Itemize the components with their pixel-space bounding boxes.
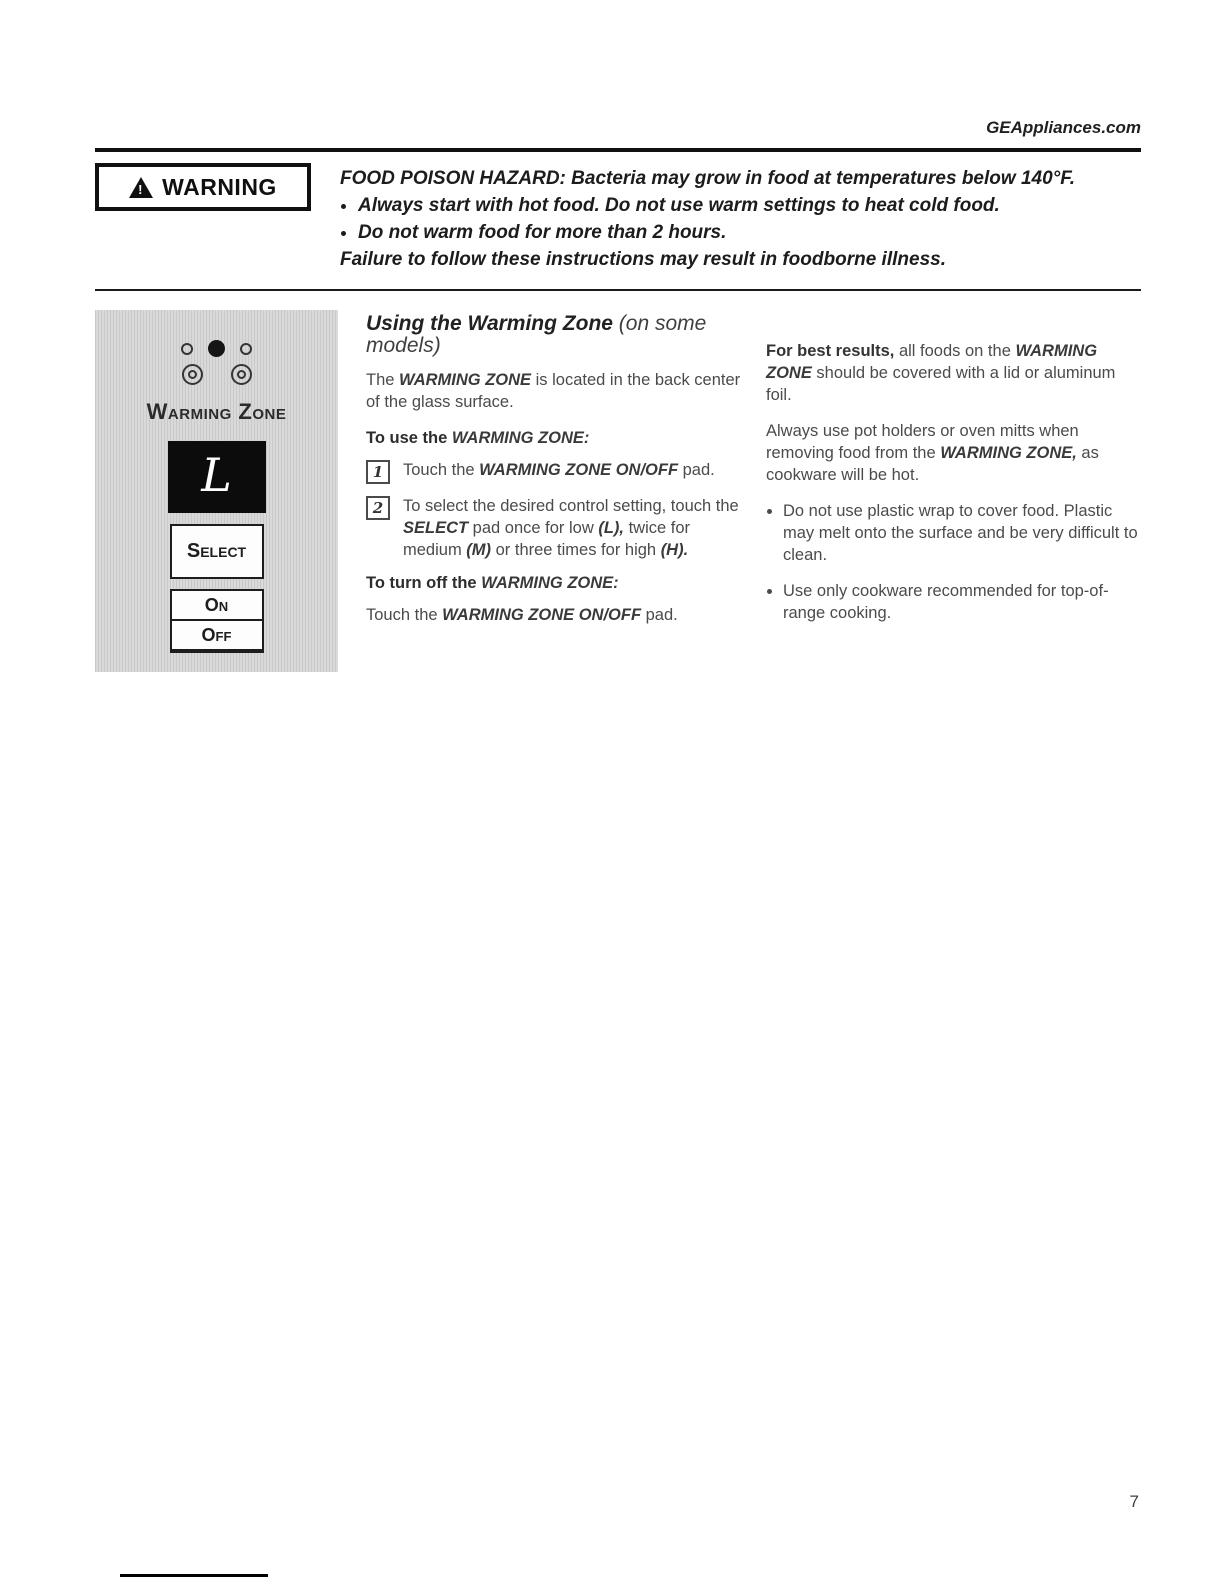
- warning-bullet-1: • Always start with hot food. Do not use warm settings to heat cold food.: [358, 192, 1155, 219]
- text-segment: Touch the: [403, 461, 480, 479]
- warning-exclamation: !: [138, 181, 143, 197]
- tips-paragraph-2: [766, 420, 1144, 486]
- warning-box: [95, 163, 311, 211]
- warming-zone-panel-illustration: [95, 310, 338, 672]
- text-segment: Always use pot holders or oven mitts when removing food from the: [766, 422, 1079, 462]
- site-url: GEAppliances.com: [986, 118, 1141, 137]
- off-label: Off: [201, 624, 232, 645]
- warning-line-2: Failure to follow these instructions may result in foodborne illness.: [340, 249, 946, 270]
- text-segment: For best results,: [766, 342, 895, 360]
- text-segment: pad once for low: [468, 519, 599, 537]
- section-title: [366, 313, 750, 357]
- text-segment: (H).: [660, 541, 689, 559]
- intro-paragraph: [366, 369, 750, 413]
- text-segment: as cookware will be hot.: [766, 444, 1099, 484]
- step-2-number: 2: [366, 496, 390, 520]
- top-rule: [95, 148, 1141, 152]
- text-segment: all foods on the: [894, 342, 1016, 360]
- burner-ring-inner-icon: [188, 370, 197, 379]
- text-segment: is located in the back center of the glass surface.: [366, 371, 741, 411]
- text-segment: WARMING ZONE:: [481, 574, 619, 592]
- warning-line-1: FOOD POISON HAZARD: Bacteria may grow in food at temperatures below 140°F.: [340, 168, 1076, 189]
- burner-small-icon: [181, 343, 193, 355]
- text-segment: WARMING ZONE:: [451, 429, 590, 447]
- text-segment: should be covered with a lid or aluminum foil.: [766, 364, 1116, 404]
- burner-ring-icon: [182, 364, 203, 385]
- burner-ring-icon: [231, 364, 252, 385]
- step-1-text: [403, 459, 750, 484]
- bottom-margin-mark: [120, 1574, 268, 1577]
- step-2-text: [403, 495, 750, 561]
- warning-bullet-2: • Do not warm food for more than 2 hours.: [358, 219, 1155, 246]
- section-title-main: Using the Warming Zone: [366, 312, 613, 335]
- warning-label: WARNING: [162, 173, 277, 200]
- text-segment: WARMING ZONE: [766, 342, 1098, 382]
- panel-title: Warming Zone: [146, 399, 287, 424]
- text-segment: pad.: [678, 461, 715, 479]
- use-heading: [366, 427, 750, 449]
- text-segment: Touch the: [366, 606, 443, 624]
- turn-off-heading: [366, 572, 750, 594]
- tips-bullet-2: • Use only cookware recommended for top-of-range cooking.: [783, 580, 1144, 624]
- page-number: 7: [1129, 1492, 1139, 1511]
- select-pad: Select: [170, 524, 264, 579]
- warning-text: [340, 165, 1155, 273]
- text-segment: To turn off the: [366, 574, 482, 592]
- tips-column: [766, 340, 1144, 638]
- text-segment: or three times for high: [491, 541, 661, 559]
- burner-layout-icon-row-2: [95, 364, 338, 385]
- text-segment: (M): [466, 541, 492, 559]
- section-title-note: (on some models): [366, 312, 707, 357]
- burner-ring-inner-icon: [237, 370, 246, 379]
- text-segment: WARMING ZONE ON/OFF: [479, 461, 679, 479]
- text-segment: To select the desired control setting, touch the: [403, 497, 739, 515]
- step-2: [366, 495, 750, 561]
- text-segment: The: [366, 371, 400, 389]
- text-segment: pad.: [641, 606, 678, 624]
- step-1-number: 1: [366, 460, 390, 484]
- turn-off-paragraph: [366, 604, 750, 626]
- text-segment: WARMING ZONE,: [940, 444, 1077, 462]
- text-segment: WARMING ZONE ON/OFF: [442, 606, 642, 624]
- section-rule: [95, 289, 1141, 291]
- on-off-pad: [170, 589, 264, 653]
- text-segment: (L),: [598, 519, 624, 537]
- text-segment: SELECT: [403, 519, 469, 537]
- step-1: [366, 459, 750, 484]
- tips-bullet-1: • Do not use plastic wrap to cover food. Plastic may melt onto the surface and be very difficult to clean.: [783, 500, 1144, 566]
- text-segment: To use the: [366, 429, 452, 447]
- tips-bullets: [766, 500, 1144, 624]
- text-segment: twice for medium: [403, 519, 691, 559]
- warming-zone-display: [168, 441, 266, 513]
- warning-triangle-icon: [129, 177, 153, 198]
- on-label: On: [172, 591, 262, 621]
- burner-small-icon: [240, 343, 252, 355]
- burner-layout-icon-row-1: [95, 310, 338, 357]
- tips-paragraph-1: [766, 340, 1144, 406]
- instructions-column: [366, 313, 750, 640]
- warning-bullets: [340, 192, 1155, 246]
- text-segment: WARMING ZONE: [399, 371, 532, 389]
- display-letter: L: [201, 448, 232, 502]
- warming-zone-dot-icon: [208, 340, 225, 357]
